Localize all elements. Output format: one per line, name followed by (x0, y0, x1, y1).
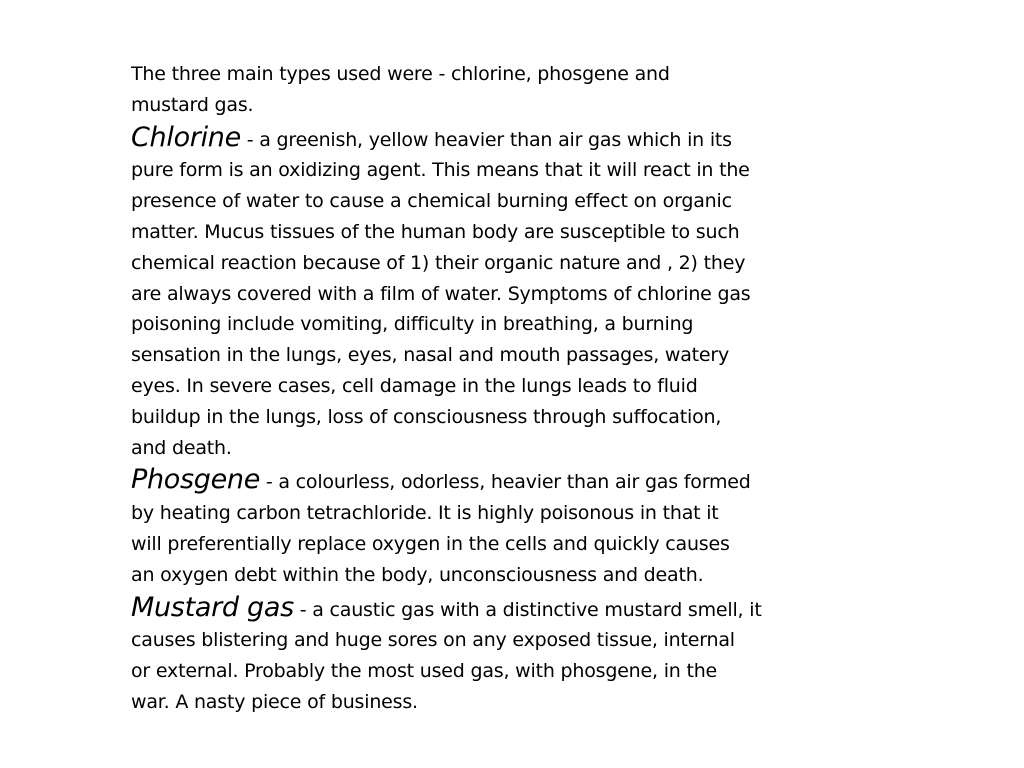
phosgene-term: Phosgene (131, 464, 261, 496)
phosgene-line: will preferentially replace oxygen in the cells and quickly causes (131, 532, 730, 555)
chlorine-definition-start: - a greenish, yellow heavier than air gas which in its (240, 128, 732, 151)
chlorine-line: presence of water to cause a chemical burning effect on organic (131, 190, 732, 213)
chlorine-term: Chlorine (131, 121, 241, 153)
chlorine-line: eyes. In severe cases, cell damage in the lungs leads to fluid (131, 374, 698, 397)
chlorine-line: buildup in the lungs, loss of consciousness through suffocation, (131, 405, 722, 428)
chlorine-heading-line (131, 123, 831, 156)
mustard-gas-line: or external. Probably the most used gas, with phosgene, in the (131, 660, 718, 683)
chlorine-line: sensation in the lungs, eyes, nasal and mouth passages, watery (131, 344, 730, 367)
chlorine-line: poisoning include vomiting, difficulty in breathing, a burning (131, 313, 694, 336)
intro-line: mustard gas. (131, 93, 254, 116)
chlorine-line: and death. (131, 436, 232, 459)
mustard-gas-term: Mustard gas (131, 591, 294, 623)
mustard-gas-line: causes blistering and huge sores on any exposed tissue, internal (131, 629, 735, 652)
chlorine-line: pure form is an oxidizing agent. This means that it will react in the (131, 159, 750, 182)
chlorine-line: are always covered with a film of water. Symptoms of chlorine gas (131, 282, 751, 305)
phosgene-line: an oxygen debt within the body, unconsciousness and death. (131, 563, 704, 586)
mustard-gas-heading-line (131, 593, 831, 626)
slide-text-body (131, 59, 831, 718)
mustard-gas-line: war. A nasty piece of business. (131, 690, 418, 713)
intro-line: The three main types used were - chlorine, phosgene and (131, 63, 670, 85)
phosgene-definition-start: - a colourless, odorless, heavier than air gas formed (260, 471, 751, 494)
phosgene-line: by heating carbon tetrachloride. It is highly poisonous in that it (131, 502, 719, 525)
chlorine-line: chemical reaction because of 1) their organic nature and , 2) they (131, 251, 746, 274)
phosgene-heading-line (131, 465, 831, 498)
chlorine-line: matter. Mucus tissues of the human body are susceptible to such (131, 220, 740, 243)
mustard-gas-definition-start: - a caustic gas with a distinctive mustard smell, it (293, 598, 762, 621)
